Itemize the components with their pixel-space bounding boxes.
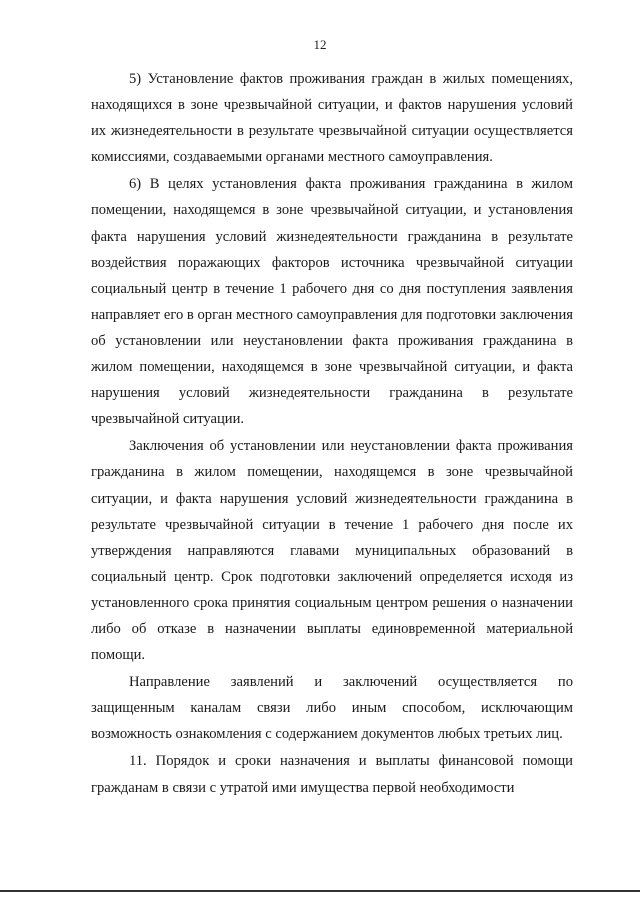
paragraph-transmission: Направление заявлений и заключений осуществляется по защищенным каналам связи либо иным способом, исключающим возможность ознакомления с содержанием документов любых третьих лиц. xyxy=(91,674,573,743)
paragraph-item-11: 11. Порядок и сроки назначения и выплаты финансовой помощи гражданам в связи с утратой ими имущества первой необходимости xyxy=(91,753,573,796)
page-number: 12 xyxy=(313,37,327,52)
paragraph-item-5: 5) Установление фактов проживания граждан в жилых помещениях, находящихся в зоне чрезвычайной ситуации, и фактов нарушения условий их жизнедеятельности в результате чрезвычайной ситуации осуществляется комиссиями, создаваемыми органами местного самоуправления. xyxy=(91,71,573,166)
paragraph-item-6: 6) В целях установления факта проживания гражданина в жилом помещении, находящемся в зоне чрезвычайной ситуации, и установления факта нарушения условий жизнедеятельности гражданина в результате воздействия поражающих факторов источника чрезвычайной ситуации социальный центр в течение 1 рабочего дня со дня поступления заявления направляет его в орган местного самоуправления для подготовки заключения об установлении или неустановлении факта проживания гражданина в жилом помещении, находящемся в зоне чрезвычайной ситуации, и факта нарушения условий жизнедеятельности гражданина в результате чрезвычайной ситуации. xyxy=(91,176,573,428)
document-body xyxy=(91,66,573,801)
page-bottom-rule xyxy=(0,890,640,892)
paragraph-conclusions: Заключения об установлении или неустановлении факта проживания гражданина в жилом помещении, находящемся в зоне чрезвычайной ситуации, и факта нарушения условий жизнедеятельности гражданина в результате чрезвычайной ситуации в течение 1 рабочего дня после их утверждения направляются главами муниципальных образований в социальный центр. Срок подготовки заключений определяется исходя из установленного срока принятия социальным центром решения о назначении либо об отказе в назначении выплаты единовременной материальной помощи. xyxy=(91,438,573,664)
